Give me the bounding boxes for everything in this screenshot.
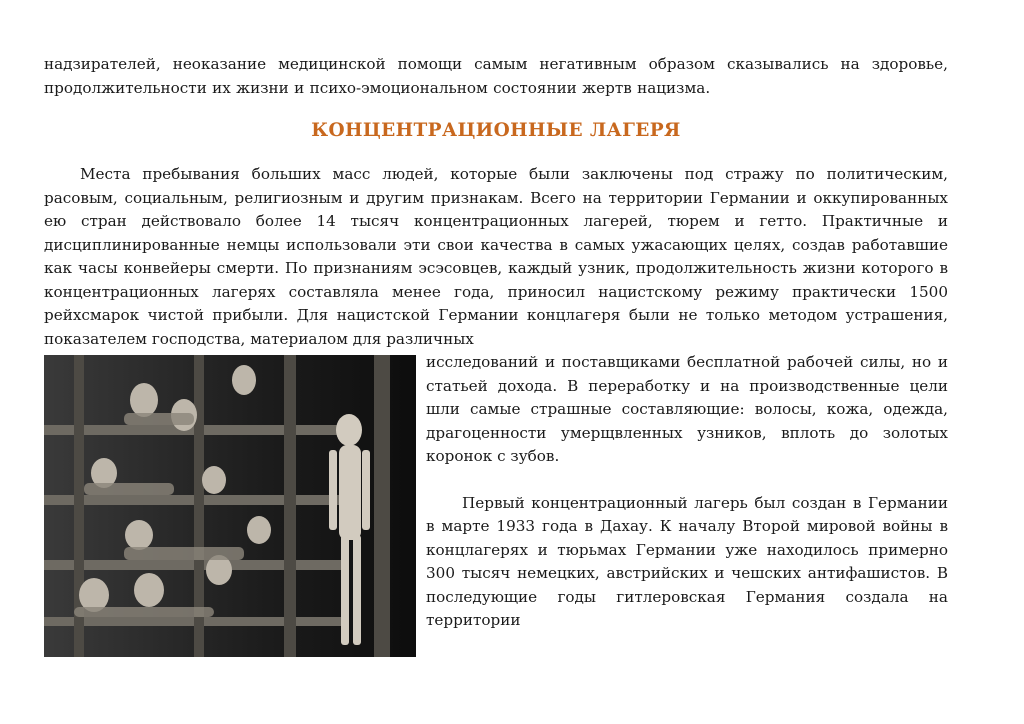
document-page [44, 52, 948, 657]
section-heading: КОНЦЕНТРАЦИОННЫЕ ЛАГЕРЯ [311, 120, 681, 141]
paragraph-2: Первый концентрационный лагерь был создан в Германии в марте 1933 года в Дахау. К началу Второй мировой войны в концлагерях и тюрьмах Германии уже находилось примерно 300 тысяч немецких, австрийских и чешских антифашистов. В последующие годы гитлеровская Германия создала на территории [426, 493, 948, 629]
intro-paragraph: надзирателей, неоказание медицинской помощи самым негативным образом сказывались на здоровье, продолжительности их жизни и психо-эмоциональном состоянии жертв нацизма. [44, 55, 948, 97]
camp-barracks-photo [44, 355, 416, 657]
paragraph-part-1: Места пребывания больших масс людей, которые были заключены под стражу по политическим, расовым, социальным, религиозным и другим признакам. Всего на территории Германии и оккупированных ею стран действовало более 14 тысяч концентрационных лагерей, тюрем и гетто. Практичные и дисциплинированные немцы использовали эти свои качества в самых ужасающих целях, создав работавшие как часы конвейеры смерти. По признаниям эсэсовцев, каждый узник, продолжительность жизни которого в концентрационных лагерях составляла менее года, приносил нацистскому режиму практически 1500 рейхсмарок чистой прибыли. Для нацистской Германии концлагеря были не только методом устрашения, показателем господства, материалом для различных [44, 165, 948, 348]
section-body [44, 163, 948, 633]
paragraph-part-2: исследований и поставщиками бесплатной рабочей силы, но и статьей дохода. В переработку и на производственные цели шли самые страшные составляющие: волосы, кожа, одежда, драгоценности умерщвленных узников, вплоть до золотых коронок с зубов. [426, 353, 948, 465]
photo-illustration [44, 355, 416, 657]
